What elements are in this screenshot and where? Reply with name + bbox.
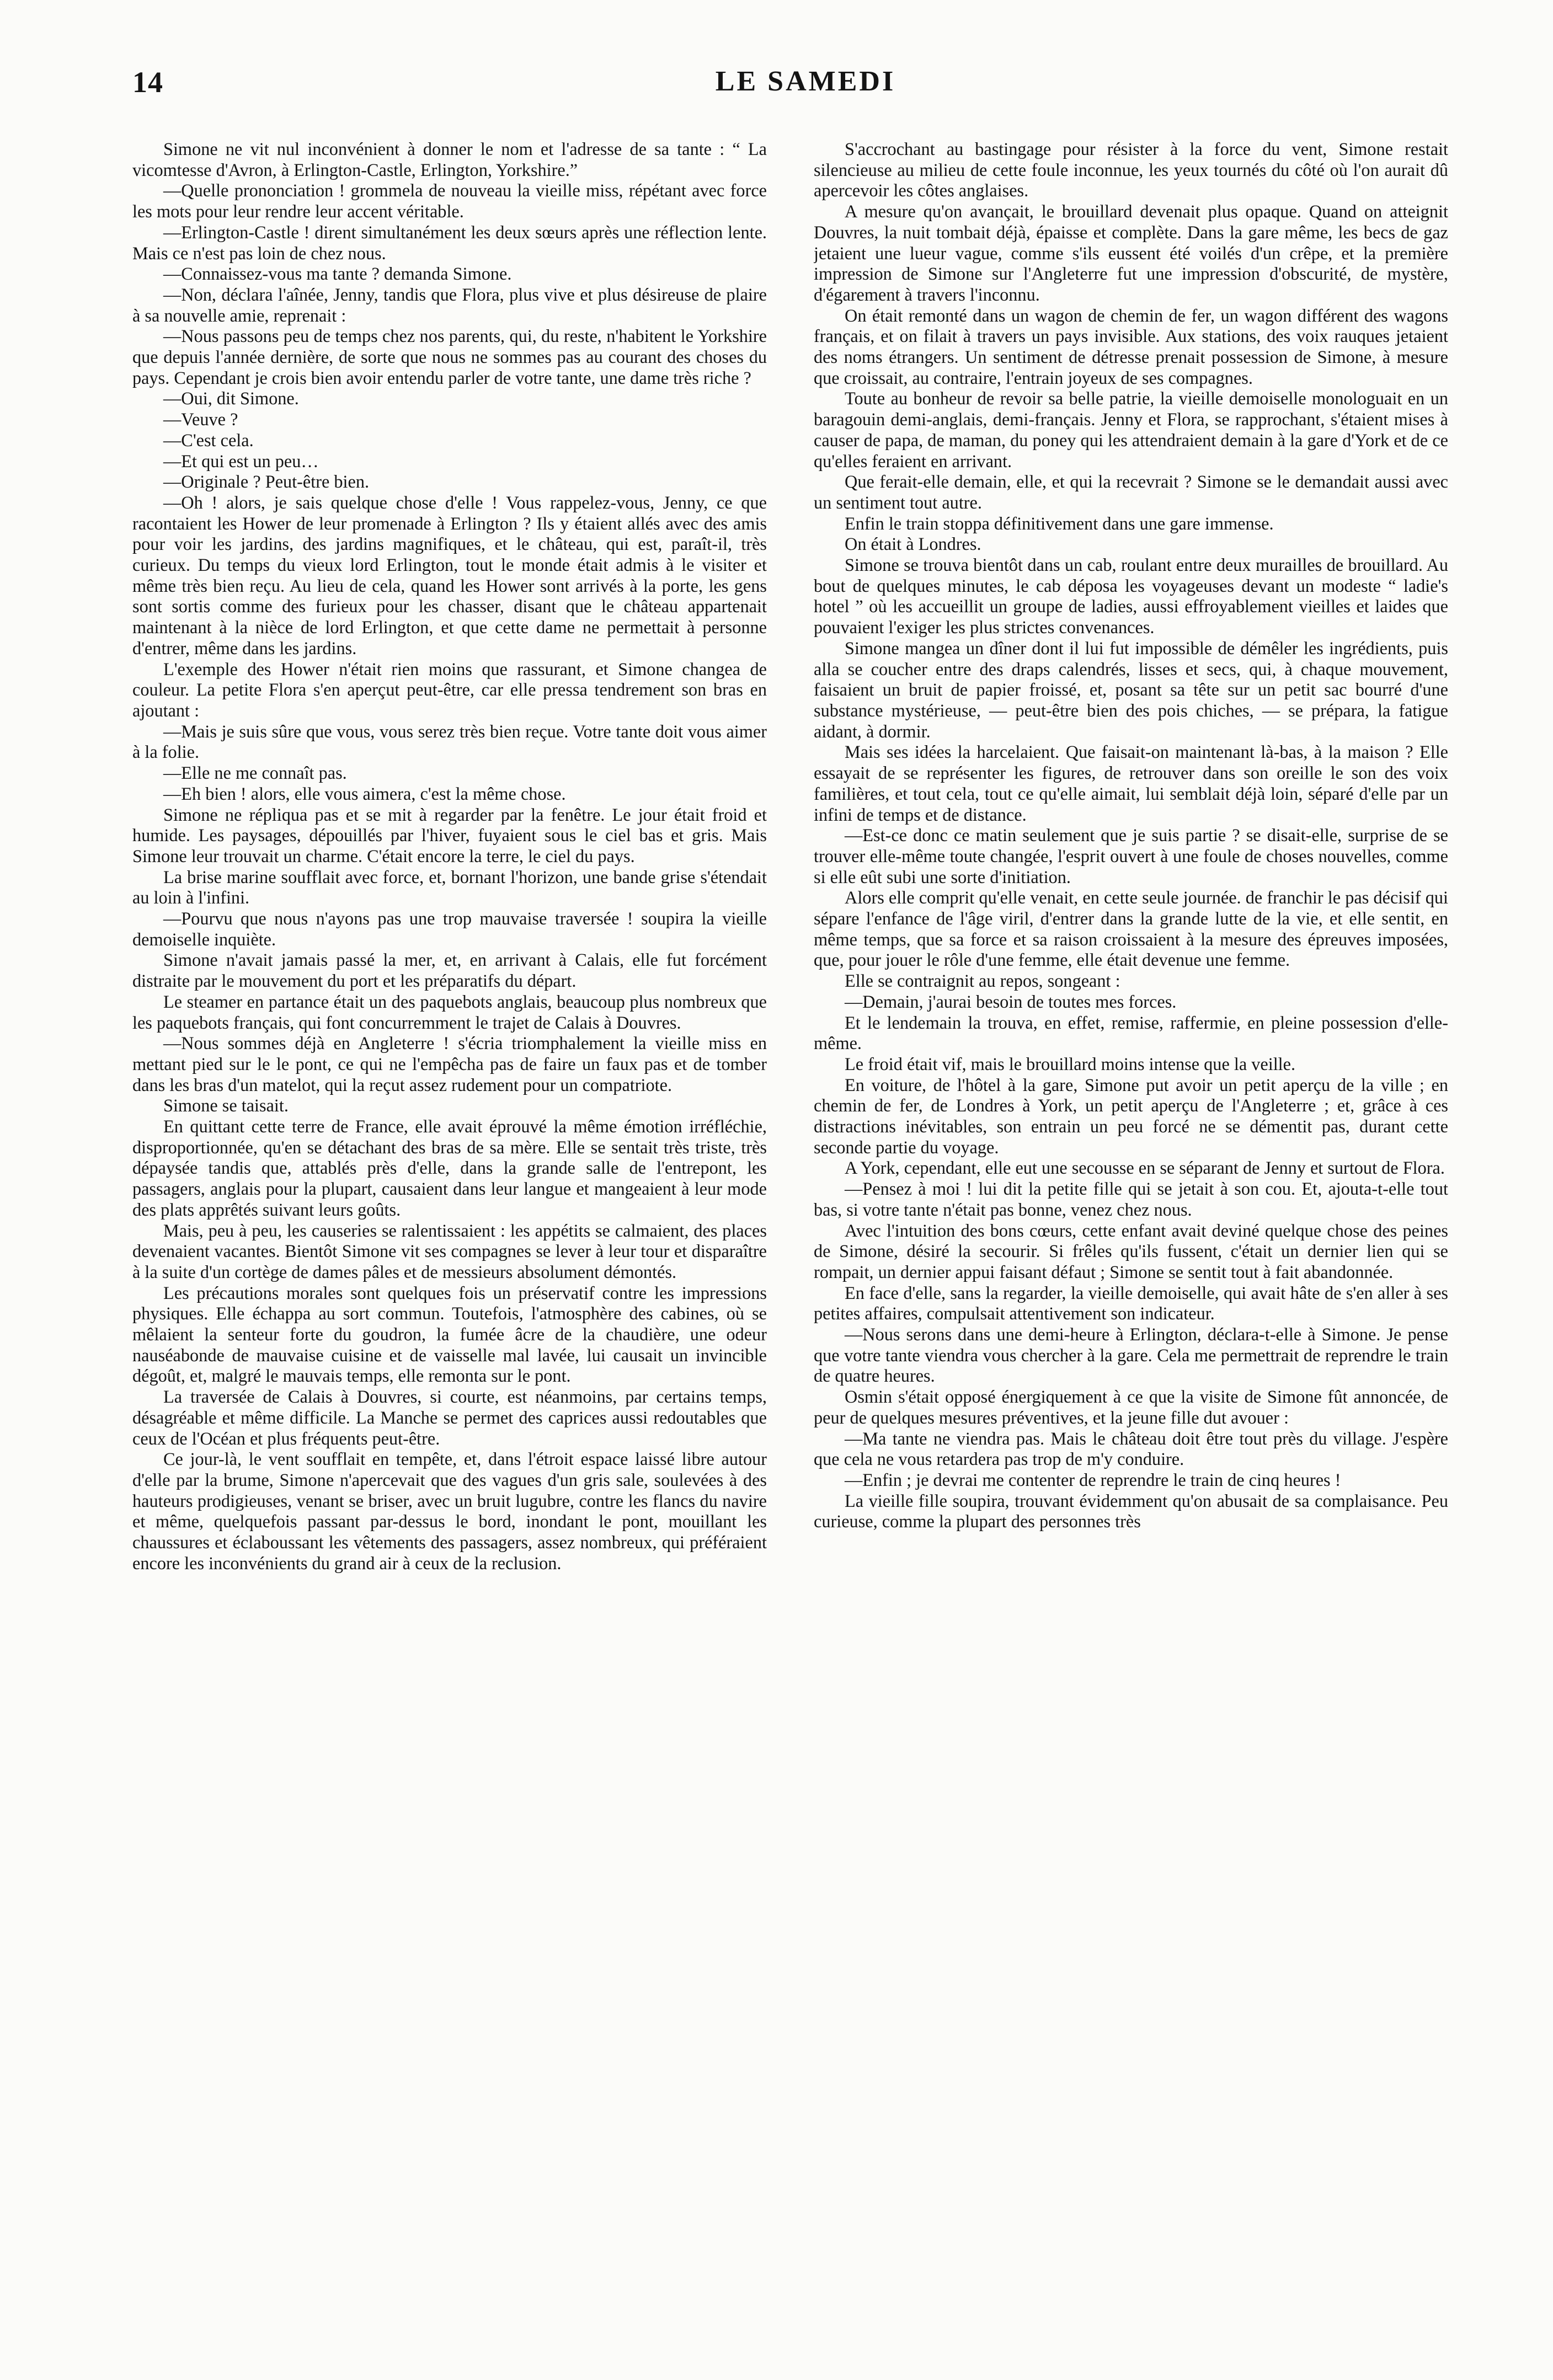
- paragraph: La vieille fille soupira, trouvant évidemment qu'on abusait de sa complaisance. Peu curieuse, comme la plupart des personnes très: [814, 1490, 1448, 1532]
- paragraph: —Erlington-Castle ! dirent simultanément les deux sœurs après une réflection lente. Mais ce n'est pas loin de chez nous.: [132, 222, 767, 263]
- paragraph: Simone ne vit nul inconvénient à donner le nom et l'adresse de sa tante : “ La vicomtesse d'Avron, à Erlington-Castle, Erlington, Yorkshire.”: [132, 139, 767, 180]
- paragraph: A York, cependant, elle eut une secousse en se séparant de Jenny et surtout de Flora.: [845, 1158, 1445, 1178]
- paragraph: —Ma tante ne viendra pas. Mais le château doit être tout près du village. J'espère que cela ne vous retardera pas trop de m'y conduire.: [814, 1428, 1448, 1469]
- paragraph: —Est-ce donc ce matin seulement que je suis partie ? se disait-elle, surprise de se trouver elle-même toute changée, l'esprit ouvert à une foule de choses nouvelles, comme si elle eût subi une sorte d'initiation.: [814, 825, 1448, 887]
- paragraph: On était à Londres.: [845, 534, 981, 554]
- paragraph: Osmin s'était opposé énergiquement à ce que la visite de Simone fût annoncée, de peur de quelques mesures préventives, et la jeune fille dut avouer :: [814, 1387, 1448, 1427]
- paragraph: Et le lendemain la trouva, en effet, remise, raffermie, en pleine possession d'elle-même.: [814, 1012, 1448, 1053]
- paragraph: Toute au bonheur de revoir sa belle patrie, la vieille demoiselle monologuait en un baragouin demi-anglais, demi-français. Jenny et Flora, se rapprochant, s'étaient mises à causer de papa, de maman, du poney qui les attendraient demain à la gare d'York et de ce qu'elles feraient en arrivant.: [814, 388, 1448, 471]
- running-title: LE SAMEDI: [715, 66, 896, 97]
- paragraph: —Nous passons peu de temps chez nos parents, qui, du reste, n'habitent le Yorkshire que depuis l'année dernière, de sorte que nous ne sommes pas au courant des choses du pays. Cependant je crois bien avoir entendu parler de votre tante, une dame très riche ?: [132, 326, 767, 388]
- paragraph: Elle se contraignit au repos, songeant :: [845, 971, 1120, 991]
- paragraph: —Oh ! alors, je sais quelque chose d'elle ! Vous rappelez-vous, Jenny, ce que racontaient les Hower de leur promenade à Erlington ? Ils y étaient allés avec des amis pour voir les jardins, des jardins magnifiques, et le château, qui est, paraît-il, très curieux. Du temps du vieux lord Erlington, tout le monde était admis à le visiter et même très bien reçu. Au lieu de cela, quand les Hower sont arrivés à la porte, les gens sont sortis comme des furieux pour les chasser, disant que le château appartenait maintenant à la nièce de lord Erlington, et que cette dame ne permettait à personne d'entrer, même dans les jardins.: [132, 492, 767, 658]
- paragraph: —Connaissez-vous ma tante ? demanda Simone.: [163, 264, 512, 284]
- paragraph: —Elle ne me connaît pas.: [163, 763, 347, 783]
- paragraph: —Enfin ; je devrai me contenter de reprendre le train de cinq heures !: [845, 1470, 1341, 1490]
- paragraph: —Mais je suis sûre que vous, vous serez très bien reçue. Votre tante doit vous aimer à la folie.: [132, 721, 767, 762]
- paragraph: En quittant cette terre de France, elle avait éprouvé la même émotion irréfléchie, disproportionnée, qu'en se détachant des bras de sa mère. Elle se sentait très triste, très dépaysée tandis que, attablés près d'elle, dans la grande salle de l'entrepont, les passagers, anglais pour la plupart, causaient dans leur langue et mangeaient à leur mode des plats apprêtés suivant leurs goûts.: [132, 1116, 767, 1220]
- paragraph: Alors elle comprit qu'elle venait, en cette seule journée. de franchir le pas décisif qui sépare l'enfance de l'âge viril, d'entrer dans la grande lutte de la vie, et elle sentit, en même temps, que sa force et sa raison croissaient à la mesure des épreuves imposées, que, pour jouer le rôle d'une femme, elle était devenue une femme.: [814, 887, 1448, 970]
- paragraph: —Originale ? Peut-être bien.: [163, 472, 370, 492]
- left-column: [132, 139, 767, 2340]
- paragraph: On était remonté dans un wagon de chemin de fer, un wagon différent des wagons français, et on filait à travers un pays invisible. Aux stations, des voix rauques jetaient des noms étrangers. Un sentiment de détresse prenait possession de Simone, à mesure que croissait, au contraire, l'entrain joyeux de ses compagnes.: [814, 305, 1448, 388]
- paragraph: Enfin le train stoppa définitivement dans une gare immense.: [845, 513, 1274, 533]
- paragraph: Simone n'avait jamais passé la mer, et, en arrivant à Calais, elle fut forcément distraite par le mouvement du port et les préparatifs du départ.: [132, 950, 767, 991]
- paragraph: —Veuve ?: [163, 409, 238, 430]
- paragraph: Ce jour-là, le vent soufflait en tempête, et, dans l'étroit espace laissé libre autour d'elle par la brume, Simone n'apercevait que des vagues d'un gris sale, soulevées à des hauteurs prodigieuses, venant se briser, avec un bruit lugubre, contre les flancs du navire et même, quelquefois passant par-dessus le bord, inondant le pont, mouillant les chaussures et éclaboussant les vêtements des passagers, assez nombreux, qui préféraient encore les inconvénients du grand air à ceux de la reclusion.: [132, 1449, 767, 1573]
- paragraph: En voiture, de l'hôtel à la gare, Simone put avoir un petit aperçu de la ville ; en chemin de fer, de Londres à York, un petit aperçu de l'Angleterre ; et, grâce à ces distractions inévitables, son entrain un peu forcé ne se démentit pas, durant cette seconde partie du voyage.: [814, 1074, 1448, 1157]
- page-number: 14: [132, 66, 163, 99]
- paragraph: —Non, déclara l'aînée, Jenny, tandis que Flora, plus vive et plus désireuse de plaire à sa nouvelle amie, reprenait :: [132, 284, 767, 325]
- paragraph: —Quelle prononciation ! grommela de nouveau la vieille miss, répétant avec force les mots pour leur rendre leur accent véritable.: [132, 180, 767, 222]
- paragraph: —Pensez à moi ! lui dit la petite fille qui se jetait à son cou. Et, ajouta-t-elle tout bas, si votre tante n'était pas bonne, venez chez nous.: [814, 1179, 1448, 1220]
- paragraph: Que ferait-elle demain, elle, et qui la recevrait ? Simone se le demandait aussi avec un sentiment tout autre.: [814, 472, 1448, 512]
- right-column: [814, 139, 1448, 2340]
- paragraph: —Oui, dit Simone.: [163, 388, 299, 409]
- paragraph: La brise marine soufflait avec force, et, bornant l'horizon, une bande grise s'étendait au loin à l'infini.: [132, 867, 767, 908]
- paragraph: Simone se trouva bientôt dans un cab, roulant entre deux murailles de brouillard. Au bout de quelques minutes, le cab déposa les voyageuses devant un modeste “ ladie's hotel ” où les accueillit un groupe de ladies, aussi effroyablement vieilles et laides que pouvaient l'exiger les plus strictes convenances.: [814, 555, 1448, 638]
- paragraph: Le froid était vif, mais le brouillard moins intense que la veille.: [845, 1053, 1296, 1074]
- paragraph: A mesure qu'on avançait, le brouillard devenait plus opaque. Quand on atteignit Douvres, la nuit tombait déjà, épaisse et complète. Dans la gare même, les becs de gaz jetaient une lueur vague, comme s'ils eussent été voilés d'un crêpe, et la première impression de Simone sur l'Angleterre fut une impression d'obscurité, de mystère, d'égarement à travers l'inconnu.: [814, 201, 1448, 304]
- paragraph: Simone ne répliqua pas et se mit à regarder par la fenêtre. Le jour était froid et humide. Les paysages, dépouillés par l'hiver, fuyaient sous le ciel bas et gris. Mais Simone leur trouvait un charme. C'était encore la terre, le ciel du pays.: [132, 804, 767, 866]
- paragraph: Simone se taisait.: [163, 1095, 289, 1116]
- paragraph: L'exemple des Hower n'était rien moins que rassurant, et Simone changea de couleur. La petite Flora s'en aperçut peut-être, car elle pressa tendrement son bras en ajoutant :: [132, 659, 767, 720]
- paragraph: Mais ses idées la harcelaient. Que faisait-on maintenant là-bas, à la maison ? Elle essayait de se représenter les figures, de retrouver dans son oreille le son des voix familières, et tout cela, tout ce qu'elle aimait, lui semblait déjà loin, séparé d'elle par un infini de temps et de distance.: [814, 742, 1448, 825]
- paragraph: —Pourvu que nous n'ayons pas une trop mauvaise traversée ! soupira la vieille demoiselle inquiète.: [132, 908, 767, 949]
- page-header: [132, 65, 1479, 115]
- paragraph: —Nous serons dans une demi-heure à Erlington, déclara-t-elle à Simone. Je pense que votre tante viendra vous chercher à la gare. Cela me permettrait de reprendre le train de quatre heures.: [814, 1324, 1448, 1386]
- paragraph: Le steamer en partance était un des paquebots anglais, beaucoup plus nombreux que les paquebots français, qui font concurremment le trajet de Calais à Douvres.: [132, 991, 767, 1033]
- paragraph: —Demain, j'aurai besoin de toutes mes forces.: [845, 991, 1177, 1012]
- paragraph: —C'est cela.: [163, 430, 254, 450]
- paragraph: En face d'elle, sans la regarder, la vieille demoiselle, qui avait hâte de s'en aller à ses petites affaires, compulsait attentivement son indicateur.: [814, 1282, 1448, 1324]
- paragraph: Simone mangea un dîner dont il lui fut impossible de démêler les ingrédients, puis alla se coucher entre des draps calendrés, lisses et secs, qui, à chaque mouvement, faisaient un bruit de papier froissé, et, posant sa tête sur un petit sac bourré d'une substance mystérieuse, — peut-être bien des pois chiches, — se prépara, la fatigue aidant, à dormir.: [814, 638, 1448, 741]
- paragraph: —Nous sommes déjà en Angleterre ! s'écria triomphalement la vieille miss en mettant pied sur le le pont, ce qui ne l'empêcha pas de faire un faux pas et de tomber dans les bras d'un matelot, qui la reçut assez rudement pour un compatriote.: [132, 1033, 767, 1095]
- paragraph: Les précautions morales sont quelques fois un préservatif contre les impressions physiques. Elle échappa au sort commun. Toutefois, l'atmosphère des cabines, où se mêlaient la senteur forte du goudron, la fumée âcre de la chaudière, une odeur nauséabonde de mauvaise cuisine et de vaisselle mal lavée, lui causait un invincible dégoût, et, malgré le mauvais temps, elle remonta sur le pont.: [132, 1282, 767, 1386]
- paragraph: —Eh bien ! alors, elle vous aimera, c'est la même chose.: [163, 783, 566, 804]
- paragraph: Mais, peu à peu, les causeries se ralentissaient : les appétits se calmaient, des places devenaient vacantes. Bientôt Simone vit ses compagnes se lever à leur tour et disparaître à la suite d'un cortège de dames pâles et de messieurs absolument démontés.: [132, 1220, 767, 1282]
- paragraph: —Et qui est un peu…: [163, 451, 319, 471]
- paragraph: Avec l'intuition des bons cœurs, cette enfant avait deviné quelque chose des peines de Simone, désiré la secourir. Si frêles qu'ils fussent, c'était un dernier lien qui se rompait, un dernier appui faisant défaut ; Simone se sentit tout à fait abandonnée.: [814, 1220, 1448, 1282]
- paragraph: La traversée de Calais à Douvres, si courte, est néanmoins, par certains temps, désagréable et même difficile. La Manche se permet des caprices aussi redoutables que ceux de l'Océan et plus fréquents peut-être.: [132, 1387, 767, 1448]
- paragraph: S'accrochant au bastingage pour résister à la force du vent, Simone restait silencieuse au milieu de cette foule inconnue, les yeux tournés du côté où l'on aurait dû apercevoir les côtes anglaises.: [814, 139, 1448, 201]
